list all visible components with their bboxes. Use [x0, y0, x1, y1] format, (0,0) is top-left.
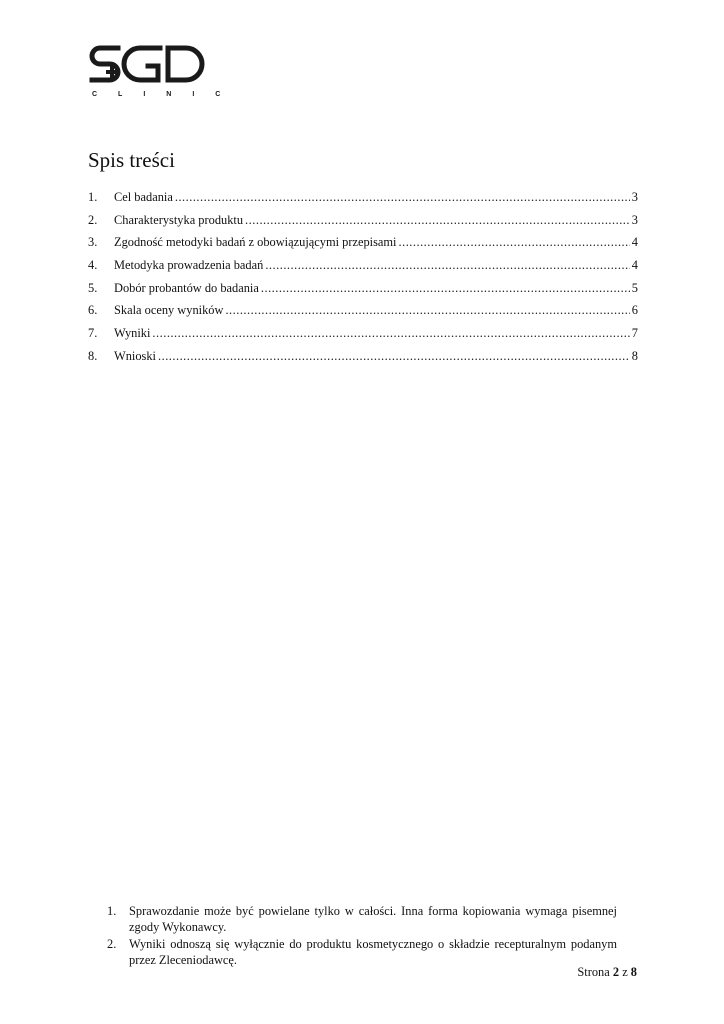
footnote-number: 2.	[107, 937, 117, 951]
toc-leader-dots	[245, 213, 630, 228]
toc-item[interactable]	[88, 190, 638, 213]
toc-item-number: 4.	[88, 258, 98, 273]
toc-leader-dots	[265, 258, 629, 273]
page-number-prefix: Strona	[577, 965, 610, 979]
toc-item-number: 2.	[88, 212, 98, 227]
toc-item-label: Charakterystyka produktu	[114, 212, 244, 227]
toc-item-number: 1.	[88, 190, 98, 204]
page-number-current: 2	[612, 965, 620, 979]
toc-item-number: 6.	[88, 303, 98, 318]
toc-item-label: Metodyka prowadzenia badań	[114, 258, 264, 273]
toc-leader-dots	[399, 235, 630, 250]
toc-item[interactable]	[88, 213, 638, 236]
toc-item[interactable]	[88, 235, 638, 258]
sgd-clinic-logo	[88, 44, 242, 104]
toc-leader-dots	[225, 303, 629, 318]
footnote-text: Sprawozdanie może być powielane tylko w całości. Inna forma kopiowania wymaga pisemnej zgody Wykonawcy.	[129, 904, 617, 934]
toc-item-page: 6	[631, 303, 638, 318]
logo-clinic-text: CLINIC	[92, 91, 242, 98]
toc-item-page: 8	[631, 348, 638, 363]
toc-item-number: 8.	[88, 348, 98, 363]
toc-item[interactable]	[88, 258, 638, 281]
toc-item-page: 4	[631, 235, 638, 250]
toc-item-page: 3	[631, 212, 638, 227]
toc-title: Spis treści	[88, 148, 175, 172]
table-of-contents	[88, 190, 638, 372]
toc-leader-dots	[158, 349, 630, 364]
toc-item[interactable]	[88, 281, 638, 304]
toc-item-page: 3	[631, 190, 638, 204]
toc-item-label: Wyniki	[114, 326, 151, 341]
toc-item[interactable]	[88, 303, 638, 326]
page-number-separator: z	[622, 965, 628, 979]
footnote-item	[107, 904, 617, 935]
toc-leader-dots	[175, 190, 630, 205]
toc-item-page: 5	[631, 280, 638, 295]
toc-leader-dots	[152, 326, 629, 341]
toc-item[interactable]	[88, 326, 638, 349]
toc-item-label: Wnioski	[114, 348, 156, 363]
toc-item-page: 7	[631, 326, 638, 341]
footnotes	[107, 904, 617, 970]
toc-item-label: Cel badania	[114, 190, 173, 204]
page-number	[577, 965, 637, 980]
toc-item-number: 5.	[88, 280, 98, 295]
sgd-logo-mark-icon	[88, 44, 206, 88]
toc-item-label: Skala oceny wyników	[114, 303, 224, 318]
toc-leader-dots	[261, 281, 630, 296]
toc-item-label: Dobór probantów do badania	[114, 280, 259, 295]
toc-item[interactable]	[88, 349, 638, 372]
footnote-number: 1.	[107, 904, 117, 918]
toc-item-number: 3.	[88, 235, 98, 250]
toc-item-label: Zgodność metodyki badań z obowiązującymi przepisami	[114, 235, 397, 250]
footnote-text: Wyniki odnoszą się wyłącznie do produktu kosmetycznego o składzie recepturalnym podanym przez Zleceniodawcę.	[129, 937, 617, 967]
toc-item-number: 7.	[88, 326, 98, 341]
footnote-item	[107, 937, 617, 968]
toc-item-page: 4	[631, 258, 638, 273]
page-number-total: 8	[630, 965, 637, 979]
